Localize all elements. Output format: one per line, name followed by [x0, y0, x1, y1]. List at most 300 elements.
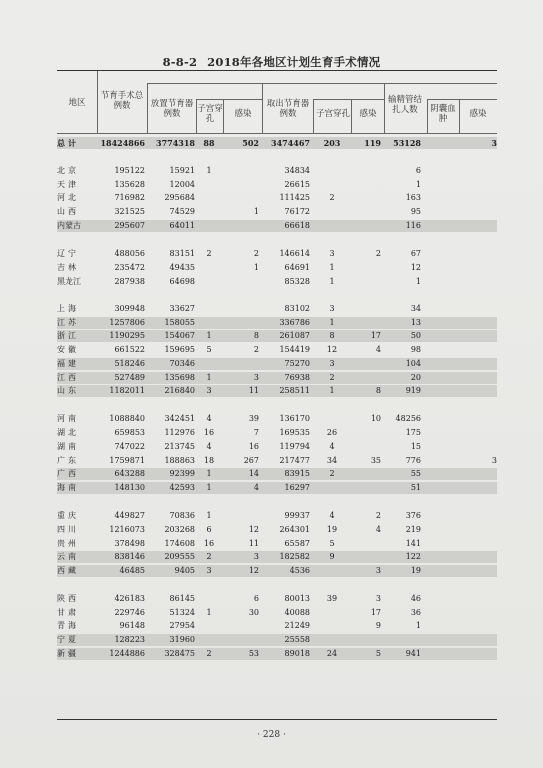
cell-iud-in-perf [197, 593, 221, 605]
cell-iud-in: 15921 [169, 166, 195, 175]
cell-iud-in-perf: 4 [206, 442, 212, 451]
cell-vas: 175 [405, 428, 421, 437]
cell-vas: 104 [405, 359, 421, 368]
cell-iud-in: 209555 [164, 552, 195, 561]
cell-iud-out: 65587 [284, 539, 310, 548]
cell-vas: 776 [405, 456, 421, 465]
cell-iud-in-inf [225, 165, 259, 177]
cell-iud-in: 159695 [164, 345, 195, 354]
cell-total: 229746 [114, 608, 145, 617]
cell-iud-out: 89018 [284, 649, 310, 658]
cell-iud-in-inf: 4 [253, 483, 259, 492]
cell-iud-out-perf: 8 [329, 331, 335, 340]
cell-vas: 34 [410, 304, 421, 313]
cell-vas: 19 [410, 566, 421, 575]
cell-iud-out: 80013 [284, 594, 310, 603]
header-iud-in-infection: 感染 [234, 109, 252, 119]
cell-vas: 15 [410, 442, 421, 451]
cell-vas-cyst [429, 179, 455, 191]
table-row [57, 634, 497, 646]
cell-vas-inf [461, 427, 497, 439]
cell-vas-inf [461, 303, 497, 315]
cell-iud-out-perf: 3 [329, 304, 335, 313]
region-cell: 湖北 [57, 428, 79, 437]
cell-iud-out: 16297 [284, 483, 310, 492]
table-row-total [57, 137, 497, 149]
header-divider [313, 99, 314, 134]
cell-vas-inf [461, 510, 497, 522]
cell-vas-inf [461, 620, 497, 632]
cell-iud-out-inf: 8 [375, 386, 381, 395]
cell-vas: 376 [405, 511, 421, 520]
cell-vas: 13 [410, 318, 421, 327]
table-row [57, 248, 497, 260]
region-cell: 西藏 [57, 566, 79, 575]
cell-vas: 67 [410, 249, 421, 258]
table-title [0, 54, 543, 70]
cell-iud-out-inf [353, 538, 381, 550]
cell-iud-out-inf: 119 [364, 138, 381, 148]
cell-iud-in-perf: 1 [206, 166, 212, 175]
header-divider [196, 99, 262, 100]
cell-iud-in-inf: 3 [253, 552, 259, 561]
cell-total: 128223 [114, 635, 145, 644]
cell-iud-in-perf [197, 634, 221, 646]
cell-iud-in-perf: 16 [203, 428, 215, 437]
cell-iud-in-perf: 1 [206, 511, 212, 520]
cell-iud-in: 70346 [169, 359, 195, 368]
cell-iud-out-perf [315, 634, 349, 646]
cell-iud-in-perf: 1 [206, 373, 212, 382]
cell-vas-cyst [429, 441, 455, 453]
cell-vas-inf [461, 165, 497, 177]
cell-total: 1759871 [109, 456, 145, 465]
cell-vas-cyst [429, 551, 455, 563]
table-row [57, 551, 497, 563]
cell-iud-out: 26615 [284, 180, 310, 189]
region-cell: 贵州 [57, 539, 79, 548]
region-cell: 重庆 [57, 511, 79, 520]
cell-vas-inf [461, 248, 497, 260]
table-row [57, 538, 497, 550]
cell-iud-out: 146614 [279, 249, 310, 258]
cell-vas: 12 [410, 263, 421, 272]
table-row [57, 330, 497, 342]
cell-iud-out-inf [353, 427, 381, 439]
cell-total: 1244886 [109, 649, 145, 658]
cell-iud-in-perf: 6 [206, 525, 212, 534]
cell-iud-out-inf: 2 [375, 511, 381, 520]
cell-iud-out: 336786 [279, 318, 310, 327]
cell-total: 661522 [114, 345, 145, 354]
cell-vas-inf [461, 482, 497, 494]
cell-iud-out-inf [353, 220, 381, 232]
cell-iud-in-inf: 2 [253, 345, 259, 354]
cell-iud-out: 99937 [284, 511, 310, 520]
region-cell: 河北 [57, 193, 79, 202]
cell-iud-in: 74529 [169, 207, 195, 216]
cell-iud-out-inf: 17 [370, 608, 381, 617]
cell-iud-out-inf: 5 [375, 649, 381, 658]
cell-total: 747022 [114, 442, 145, 451]
cell-iud-out: 25558 [284, 635, 310, 644]
cell-iud-in-perf [197, 358, 221, 370]
cell-total: 426183 [114, 594, 145, 603]
cell-iud-out-perf: 1 [329, 318, 335, 327]
cell-vas-inf [461, 358, 497, 370]
cell-iud-out-perf: 3 [329, 359, 335, 368]
cell-iud-in-inf: 53 [248, 649, 259, 658]
cell-vas-cyst [429, 248, 455, 260]
cell-vas-cyst [429, 206, 455, 218]
cell-iud-out: 40088 [284, 608, 310, 617]
page-number: · 228 · [257, 730, 286, 740]
cell-iud-in: 174608 [164, 539, 195, 548]
cell-vas-inf [461, 317, 497, 329]
cell-total: 321525 [114, 207, 145, 216]
cell-iud-out-perf: 39 [326, 594, 338, 603]
cell-total: 295607 [114, 221, 145, 230]
cell-iud-out-inf [353, 634, 381, 646]
cell-iud-out-inf: 3 [375, 594, 381, 603]
cell-iud-out: 169535 [279, 428, 310, 437]
cell-iud-in: 51324 [169, 608, 195, 617]
cell-iud-in: 154067 [164, 331, 195, 340]
table-row [57, 372, 497, 384]
cell-iud-in: 112976 [164, 428, 195, 437]
cell-iud-out-inf [353, 276, 381, 288]
region-cell: 山西 [57, 207, 79, 216]
region-cell: 甘肃 [57, 608, 79, 617]
region-cell: 湖南 [57, 442, 79, 451]
cell-iud-in: 188863 [164, 456, 195, 465]
cell-vas: 163 [405, 193, 421, 202]
region-cell: 安徽 [57, 345, 79, 354]
cell-iud-out-inf: 2 [375, 249, 381, 258]
table-row [57, 648, 497, 660]
cell-vas-inf [461, 330, 497, 342]
cell-iud-out-inf [353, 317, 381, 329]
cell-iud-in-inf [225, 634, 259, 646]
cell-total: 46485 [119, 566, 145, 575]
cell-vas-cyst [429, 372, 455, 384]
cell-vas-inf [461, 372, 497, 384]
cell-iud-out-perf [315, 482, 349, 494]
cell-total: 1182011 [109, 386, 145, 395]
cell-iud-in-perf [197, 620, 221, 632]
cell-iud-in-inf: 11 [248, 539, 259, 548]
cell-iud-out-perf: 1 [329, 263, 335, 272]
cell-vas-inf [461, 179, 497, 191]
table-row [57, 413, 497, 425]
cell-iud-in-inf [225, 303, 259, 315]
header-divider [97, 71, 98, 134]
header-iud-out-infection: 感染 [359, 109, 377, 119]
cell-iud-out-perf [315, 165, 349, 177]
cell-vas-cyst [429, 358, 455, 370]
cell-iud-in-perf [197, 276, 221, 288]
cell-iud-out-perf [315, 179, 349, 191]
region-cell: 广西 [57, 469, 79, 478]
cell-iud-in-inf [225, 192, 259, 204]
cell-iud-out-perf: 4 [329, 511, 335, 520]
cell-iud-in-perf: 5 [206, 345, 212, 354]
cell-vas-inf [461, 551, 497, 563]
region-cell: 河南 [57, 414, 79, 423]
table-row [57, 317, 497, 329]
cell-iud-out-inf [353, 303, 381, 315]
cell-iud-in-inf [225, 510, 259, 522]
cell-iud-out-perf: 203 [323, 138, 341, 148]
cell-iud-in-perf [197, 317, 221, 329]
region-cell: 陕西 [57, 594, 79, 603]
cell-total: 1088840 [109, 414, 145, 423]
cell-vas-cyst [429, 593, 455, 605]
cell-vas-cyst [429, 413, 455, 425]
cell-vas-inf [461, 206, 497, 218]
cell-vas: 98 [410, 345, 421, 354]
region-cell: 黑龙江 [57, 277, 81, 286]
cell-vas-cyst [429, 620, 455, 632]
cell-vas-cyst [429, 165, 455, 177]
cell-iud-out-perf: 26 [326, 428, 338, 437]
cell-total: 527489 [114, 373, 145, 382]
cell-iud-in-perf: 3 [206, 386, 212, 395]
header-divider [262, 83, 263, 134]
cell-iud-out-perf: 2 [329, 193, 335, 202]
cell-vas: 50 [410, 331, 421, 340]
cell-total: 659853 [114, 428, 145, 437]
cell-total: 838146 [114, 552, 145, 561]
cell-vas: 55 [410, 469, 421, 478]
cell-iud-out: 83102 [284, 304, 310, 313]
cell-vas: 6 [415, 166, 421, 175]
cell-iud-in-perf: 1 [206, 469, 212, 478]
cell-total: 518246 [114, 359, 145, 368]
cell-iud-in-inf: 267 [243, 456, 259, 465]
cell-iud-out: 83915 [284, 469, 310, 478]
cell-vas-inf [461, 593, 497, 605]
cell-iud-out-inf [353, 206, 381, 218]
cell-iud-out-perf: 1 [329, 386, 335, 395]
cell-iud-out-perf: 1 [329, 277, 335, 286]
region-cell: 内蒙古 [57, 221, 81, 230]
cell-iud-in: 158055 [164, 318, 195, 327]
cell-iud-out-perf: 12 [326, 345, 338, 354]
header-iud-in: 放置节育器例数 [150, 99, 194, 119]
cell-iud-in: 92399 [169, 469, 195, 478]
region-cell: 广东 [57, 456, 79, 465]
cell-iud-out-inf [353, 441, 381, 453]
cell-iud-in-perf: 88 [203, 138, 215, 148]
cell-iud-in-inf [225, 358, 259, 370]
cell-iud-in-inf: 1 [253, 263, 259, 272]
header-total: 节育手术总例数 [100, 91, 144, 111]
cell-iud-out-inf: 10 [370, 414, 381, 423]
cell-total: 716982 [114, 193, 145, 202]
table-row [57, 620, 497, 632]
table-row [57, 524, 497, 536]
cell-vas-inf [461, 413, 497, 425]
header-vasectomy: 输精管结扎人数 [387, 95, 422, 115]
cell-total: 135628 [114, 180, 145, 189]
cell-iud-out-perf [315, 607, 349, 619]
cell-vas-cyst [429, 634, 455, 646]
header-divider [351, 99, 352, 134]
table-row [57, 482, 497, 494]
table-row [57, 455, 497, 467]
cell-vas-inf [461, 607, 497, 619]
cell-iud-in: 83151 [169, 249, 195, 258]
cell-vas-cyst [429, 317, 455, 329]
cell-iud-in: 203268 [164, 525, 195, 534]
cell-iud-out: 34834 [284, 166, 310, 175]
cell-vas [385, 634, 421, 646]
cell-iud-in: 342451 [164, 414, 195, 423]
region-cell: 辽宁 [57, 249, 79, 258]
cell-iud-in-inf: 8 [253, 331, 259, 340]
region-cell: 四川 [57, 525, 79, 534]
cell-vas-inf [461, 385, 497, 397]
cell-iud-in-inf [225, 317, 259, 329]
cell-total: 195122 [114, 166, 145, 175]
cell-vas-cyst [429, 192, 455, 204]
cell-iud-in: 213745 [164, 442, 195, 451]
cell-total: 378498 [114, 539, 145, 548]
cell-iud-out-inf: 17 [370, 331, 381, 340]
cell-iud-in-inf: 11 [248, 386, 259, 395]
cell-vas: 20 [410, 373, 421, 382]
region-cell: 江苏 [57, 318, 79, 327]
cell-iud-in-inf: 12 [248, 525, 259, 534]
cell-vas-cyst [429, 648, 455, 660]
cell-iud-out: 111425 [279, 193, 310, 202]
cell-iud-out: 261087 [279, 331, 310, 340]
cell-iud-out-inf [353, 165, 381, 177]
cell-iud-out-perf [315, 220, 349, 232]
cell-iud-out-inf [353, 482, 381, 494]
table-row [57, 179, 497, 191]
table-row [57, 303, 497, 315]
header-iud-out: 取出节育器例数 [266, 99, 310, 119]
cell-iud-in-perf [197, 192, 221, 204]
cell-iud-in-inf: 1 [253, 207, 259, 216]
cell-iud-in-inf [225, 276, 259, 288]
table-row [57, 607, 497, 619]
region-cell: 青海 [57, 621, 79, 630]
table-number: 8-8-2 [162, 55, 198, 69]
cell-iud-in-perf [197, 262, 221, 274]
cell-iud-out-perf: 9 [329, 552, 335, 561]
cell-total: 1216073 [109, 525, 145, 534]
cell-iud-in-perf: 1 [206, 331, 212, 340]
cell-vas-inf [461, 634, 497, 646]
cell-iud-out: 75270 [284, 359, 310, 368]
cell-iud-out: 76172 [284, 207, 310, 216]
cell-iud-in-inf [225, 620, 259, 632]
region-cell: 江西 [57, 373, 79, 382]
cell-vas-cyst [429, 524, 455, 536]
header-divider [427, 99, 428, 134]
cell-vas-inf [461, 524, 497, 536]
cell-iud-in: 216840 [164, 386, 195, 395]
table-row [57, 262, 497, 274]
header-divider [196, 99, 197, 134]
cell-iud-in-inf: 30 [248, 608, 259, 617]
header-iud-in-perforation: 子宫穿孔 [197, 104, 223, 124]
cell-iud-out-inf: 4 [375, 345, 381, 354]
cell-iud-out: 21249 [284, 621, 310, 630]
region-cell: 浙江 [57, 331, 79, 340]
cell-vas: 919 [405, 386, 421, 395]
cell-iud-in-inf [225, 179, 259, 191]
cell-vas-cyst [429, 385, 455, 397]
cell-iud-in-perf [197, 179, 221, 191]
cell-vas-cyst [429, 330, 455, 342]
cell-vas-cyst [429, 607, 455, 619]
region-cell: 吉林 [57, 263, 79, 272]
cell-vas-cyst [429, 220, 455, 232]
cell-vas-cyst [429, 344, 455, 356]
cell-iud-out-inf [353, 358, 381, 370]
cell-iud-out: 4536 [289, 566, 310, 575]
cell-iud-out: 182582 [279, 552, 310, 561]
header-scrotal-hematoma: 阴囊血肿 [430, 104, 456, 124]
cell-vas: 53128 [393, 138, 421, 148]
cell-vas-inf [461, 192, 497, 204]
cell-iud-in: 135698 [164, 373, 195, 382]
table-row [57, 206, 497, 218]
cell-iud-in-perf: 1 [206, 608, 212, 617]
region-cell: 上海 [57, 304, 79, 313]
cell-iud-in-inf: 14 [248, 469, 259, 478]
cell-iud-out-perf [315, 620, 349, 632]
cell-iud-in-inf: 502 [242, 138, 259, 148]
cell-vas-inf [461, 538, 497, 550]
region-cell: 新疆 [57, 649, 79, 658]
cell-iud-in-perf [197, 303, 221, 315]
cell-vas-inf [461, 648, 497, 660]
header-divider [384, 83, 385, 134]
cell-iud-in-perf: 16 [203, 539, 215, 548]
region-cell: 云南 [57, 552, 79, 561]
cell-vas-cyst [429, 565, 455, 577]
cell-iud-in-inf: 7 [253, 428, 259, 437]
cell-iud-in: 42593 [169, 483, 195, 492]
cell-iud-out-inf [353, 192, 381, 204]
bottom-rule [57, 719, 497, 720]
cell-vas: 1 [415, 180, 421, 189]
cell-vas-cyst [429, 303, 455, 315]
table-row [57, 565, 497, 577]
cell-iud-in-inf: 16 [248, 442, 259, 451]
cell-iud-out-inf: 4 [375, 525, 381, 534]
cell-iud-in-perf: 3 [206, 566, 212, 575]
cell-vas: 1 [415, 621, 421, 630]
region-cell: 总计 [57, 138, 79, 148]
header-divider [459, 99, 460, 134]
cell-iud-out: 258511 [279, 386, 310, 395]
cell-vas-cyst [429, 427, 455, 439]
cell-vas-cyst [429, 262, 455, 274]
cell-iud-in-inf: 12 [248, 566, 259, 575]
cell-iud-out-inf [353, 262, 381, 274]
cell-vas: 116 [405, 221, 421, 230]
cell-iud-in-inf: 3 [253, 373, 259, 382]
cell-iud-in: 49435 [169, 263, 195, 272]
cell-vas: 1 [415, 277, 421, 286]
header-divider [427, 99, 497, 100]
